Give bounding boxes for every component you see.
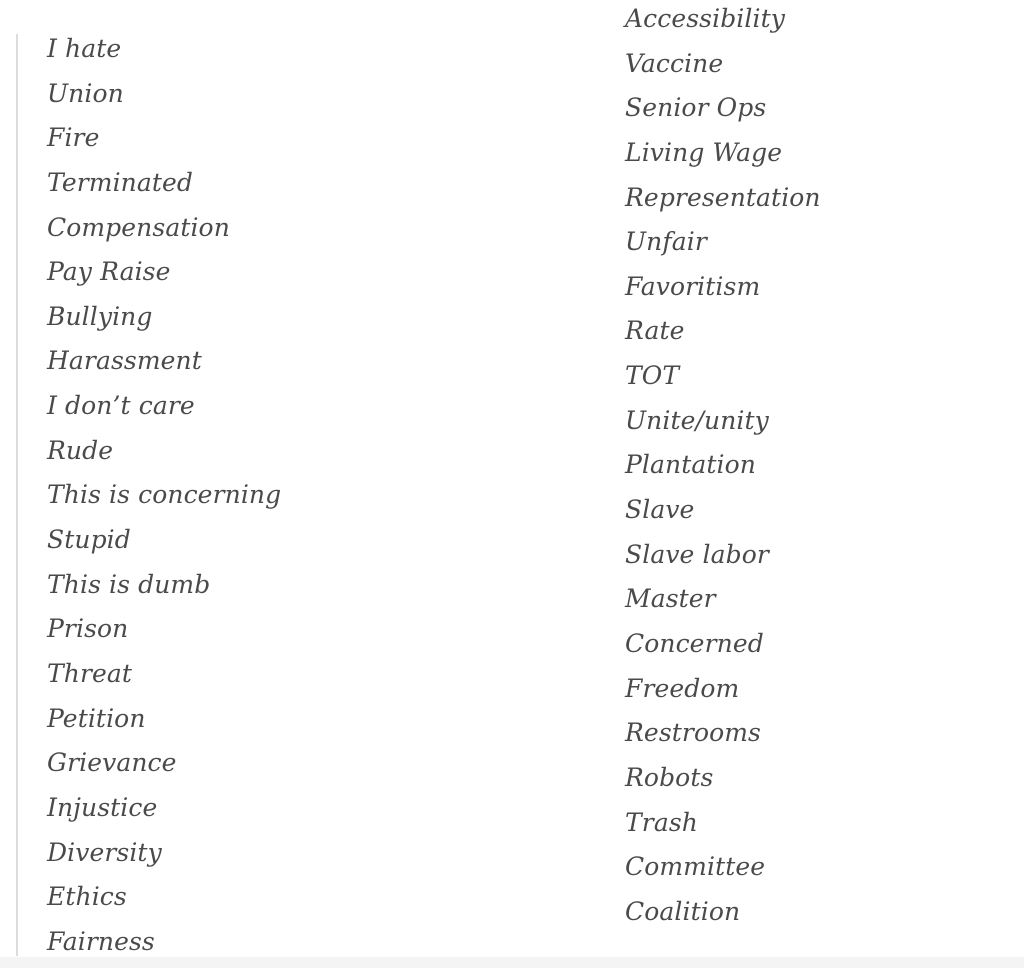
word-list-right	[625, 0, 821, 934]
list-item: Robots	[625, 762, 714, 792]
list-item: Favoritism	[625, 271, 761, 301]
list-item: Rude	[47, 435, 114, 465]
list-item: Vaccine	[625, 48, 724, 78]
list-item: Committee	[625, 852, 766, 882]
list-item: Pay Raise	[47, 257, 171, 287]
list-item: Ethics	[47, 882, 127, 912]
list-item: Plantation	[625, 450, 756, 480]
list-item: Compensation	[47, 212, 230, 242]
list-item: I don’t care	[47, 391, 195, 421]
list-item: This is concerning	[47, 480, 282, 510]
list-item: Representation	[625, 182, 821, 212]
list-item: Living Wage	[625, 137, 783, 167]
list-item: Injustice	[47, 792, 158, 822]
list-item: Unite/unity	[625, 405, 769, 435]
list-item: Stupid	[47, 525, 131, 555]
word-list-left	[47, 27, 281, 964]
list-item: Coalition	[625, 896, 741, 926]
list-item: Fire	[47, 123, 100, 153]
list-item: Slave	[625, 495, 695, 525]
list-item: Accessibility	[625, 4, 785, 33]
blockquote-border	[16, 34, 18, 956]
list-item: Master	[625, 584, 716, 614]
list-item: Grievance	[47, 748, 177, 778]
list-item: TOT	[625, 361, 680, 391]
list-item: Unfair	[625, 227, 707, 257]
list-item: Terminated	[47, 167, 194, 197]
list-item: Concerned	[625, 628, 764, 658]
list-item: Bullying	[47, 301, 153, 331]
list-item: I hate	[47, 34, 122, 63]
list-item: Petition	[47, 703, 146, 733]
list-item: Prison	[47, 614, 129, 644]
list-item: Slave labor	[625, 539, 769, 569]
list-item: Restrooms	[625, 718, 761, 748]
list-item: Threat	[47, 658, 133, 688]
list-item: Rate	[625, 316, 685, 346]
list-item: Union	[47, 78, 124, 108]
list-item: Diversity	[47, 837, 162, 867]
list-item: This is dumb	[47, 569, 211, 599]
list-item: Fairness	[47, 926, 155, 956]
bottom-divider	[0, 957, 1024, 968]
list-item: Harassment	[47, 346, 202, 376]
list-item: Senior Ops	[625, 93, 767, 123]
list-item: Trash	[625, 807, 698, 837]
list-item: Freedom	[625, 673, 740, 703]
